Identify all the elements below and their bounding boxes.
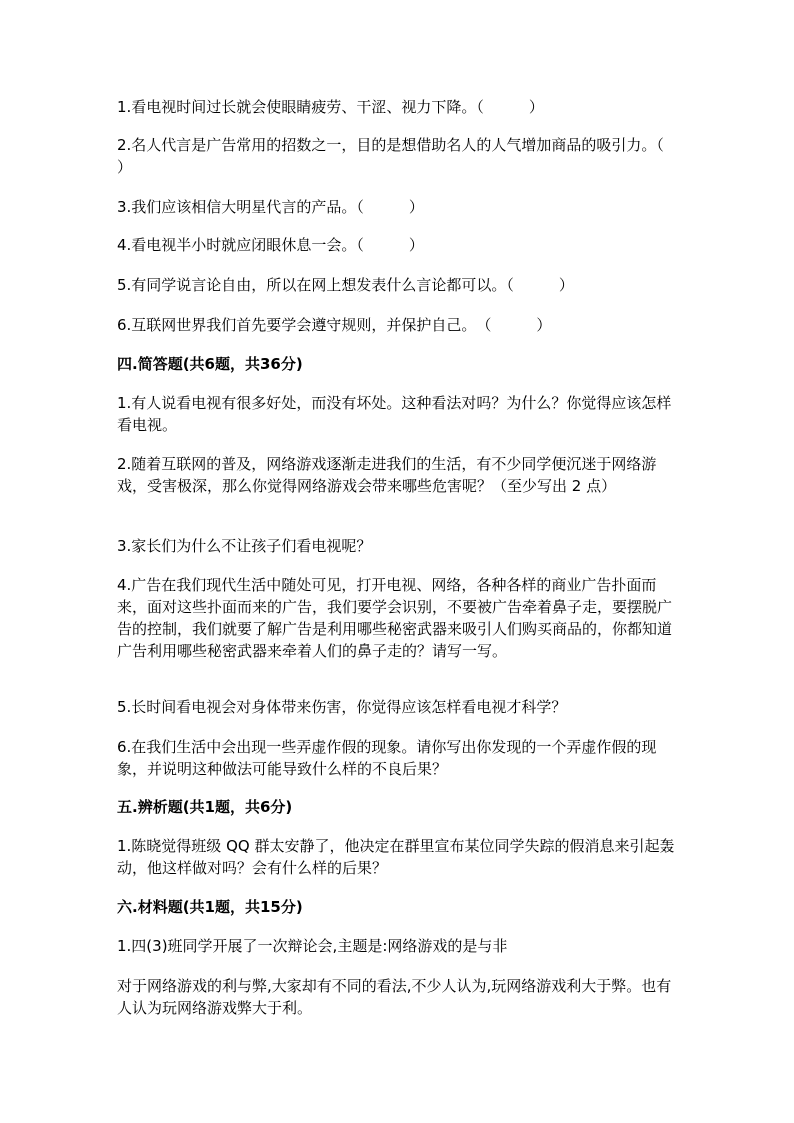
section6-material-text: 对于网络游戏的利与弊,大家却有不同的看法,不少人认为,玩网络游戏利大于弊。也有人认为玩网络游戏弊大于利。 bbox=[117, 977, 672, 1017]
section5-title: 五.辨析题(共1题，共6分) bbox=[117, 798, 293, 816]
judgment-question-1: 1.看电视时间过长就会使眼睛疲劳、干涩、视力下降。（ ） bbox=[117, 98, 544, 116]
section6-title: 六.材料题(共1题，共15分) bbox=[117, 898, 303, 916]
section4-question-2: 2.随着互联网的普及，网络游戏逐渐走进我们的生活，有不少同学便沉迷于网络游戏，受害极深，那么你觉得网络游戏会带来哪些危害呢？（至少写出 2 点） bbox=[117, 455, 657, 495]
section4-question-6: 6.在我们生活中会出现一些弄虚作假的现象。请你写出你发现的一个弄虚作假的现象，并说明这种做法可能导致什么样的不良后果？ bbox=[117, 738, 657, 778]
section6-question-1: 1.四(3)班同学开展了一次辩论会,主题是:网络游戏的是与非 bbox=[117, 937, 508, 955]
judgment-question-5: 5.有同学说言论自由，所以在网上想发表什么言论都可以。（ ） bbox=[117, 276, 574, 294]
section4-question-3: 3.家长们为什么不让孩子们看电视呢？ bbox=[117, 537, 372, 555]
section5-question-1: 1.陈晓觉得班级 QQ 群太安静了，他决定在群里宣布某位同学失踪的假消息来引起轰动，他这样做对吗？会有什么样的后果？ bbox=[117, 837, 675, 877]
section4-question-5: 5.长时间看电视会对身体带来伤害，你觉得应该怎样看电视才科学？ bbox=[117, 698, 567, 716]
judgment-question-6: 6.互联网世界我们首先要学会遵守规则，并保护自己。 （ ） bbox=[117, 316, 552, 334]
section4-question-4: 4.广告在我们现代生活中随处可见，打开电视、网络，各种各样的商业广告扑面而来，面对这些扑面而来的广告，我们要学会识别，不要被广告牵着鼻子走，要摆脱广告的控制，我们就要了解广告是利用哪些秘密武器来吸引人们购买商品的，你都知道广告利用哪些秘密武器来牵着人们的鼻子走的？请写一写。 bbox=[117, 576, 673, 660]
judgment-question-3: 3.我们应该相信大明星代言的产品。（ ） bbox=[117, 198, 424, 216]
judgment-question-2: 2.名人代言是广告常用的招数之一，目的是想借助名人的人气增加商品的吸引力。（ ） bbox=[117, 136, 709, 176]
section4-title: 四.简答题(共6题，共36分) bbox=[117, 355, 303, 373]
section4-question-1: 1.有人说看电视有很多好处，而没有坏处。这种看法对吗？为什么？你觉得应该怎样看电视。 bbox=[117, 394, 672, 434]
judgment-question-4: 4.看电视半小时就应闭眼休息一会。（ ） bbox=[117, 236, 424, 254]
